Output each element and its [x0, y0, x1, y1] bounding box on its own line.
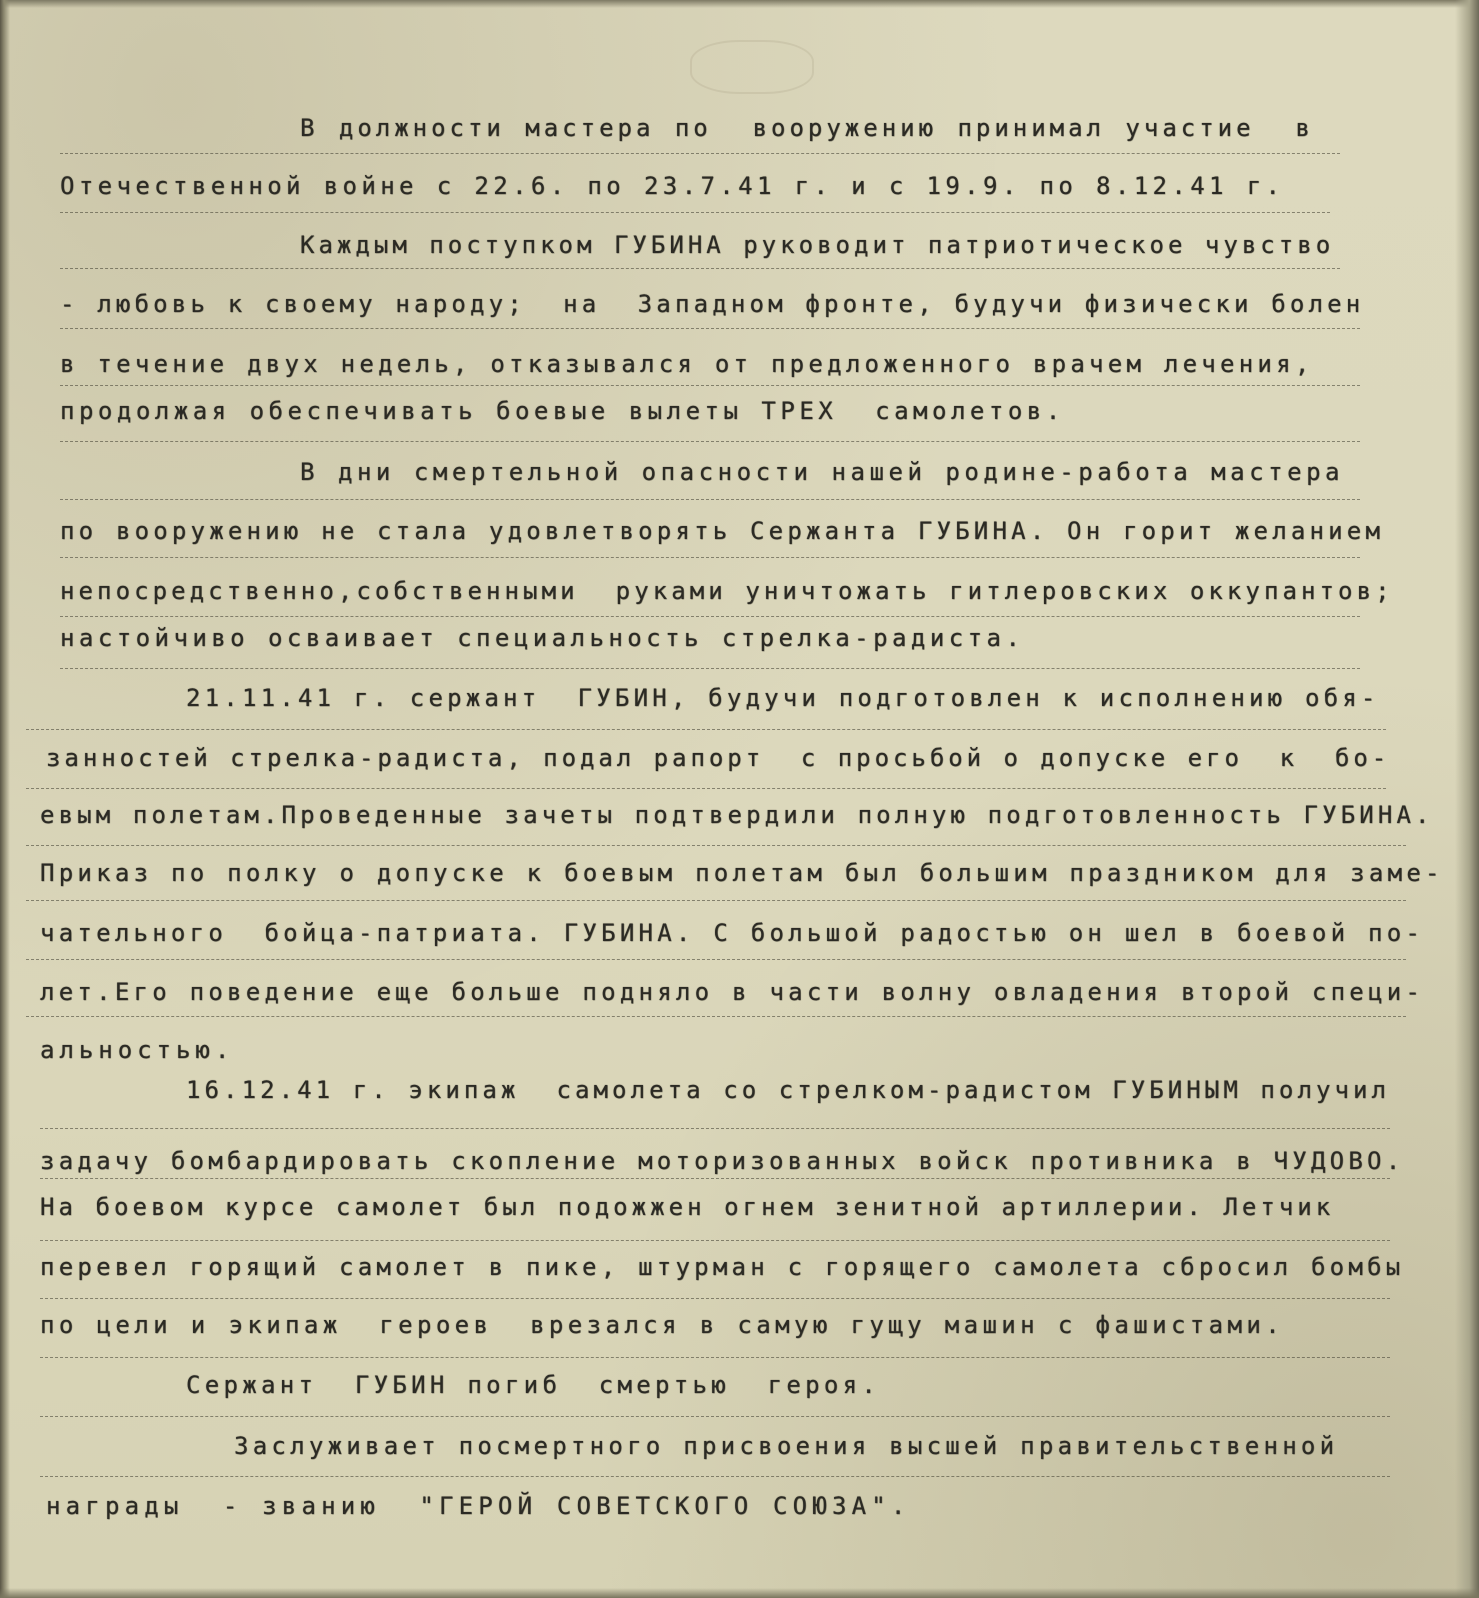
text-line-5: в течение двух недель, отказывался от предложенного врачем лечения, — [60, 350, 1314, 378]
typed-rule-2 — [60, 212, 1330, 213]
typed-rule-10 — [60, 668, 1360, 669]
text-line-23: Сержант ГУБИН погиб смертью героя. — [186, 1371, 881, 1399]
typed-rule-20 — [40, 1240, 1390, 1241]
typed-rule-19 — [40, 1178, 1390, 1179]
typed-rule-15 — [26, 959, 1406, 960]
text-line-22: по цели и экипаж героев врезался в самую гущу машин с фашистами. — [40, 1311, 1285, 1339]
text-line-8: по вооружению не стала удовлетворять Сержанта ГУБИНА. Он горит желанием — [60, 517, 1385, 545]
text-line-25: награды - званию "ГЕРОЙ СОВЕТСКОГО СОЮЗА". — [46, 1492, 911, 1520]
typed-rule-14 — [26, 900, 1406, 901]
typed-rule-6 — [60, 441, 1360, 442]
typed-rule-1 — [60, 153, 1340, 154]
text-line-10: настойчиво осваивает специальность стрелка-радиста. — [60, 624, 1025, 652]
typed-rule-22 — [40, 1357, 1390, 1358]
paper-left-edge — [0, 0, 10, 1598]
text-line-12: занностей стрелка-радиста, подал рапорт с просьбой о допуске его к бо- — [46, 744, 1391, 772]
text-line-7: В дни смертельной опасности нашей родине-работа мастера — [300, 458, 1345, 486]
text-line-24: Заслуживает посмертного присвоения высшей правительственной — [234, 1432, 1339, 1460]
text-line-3: Каждым поступком ГУБИНА руководит патриотическое чувство — [300, 231, 1335, 259]
typed-rule-13 — [26, 845, 1406, 846]
text-line-4: - любовь к своему народу; на Западном фронте, будучи физически болен — [60, 290, 1365, 318]
text-line-20: На боевом курсе самолет был подожжен огнем зенитной артиллерии. Летчик — [40, 1193, 1335, 1221]
text-line-21: перевел горящий самолет в пике, штурман с горящего самолета сбросил бомбы — [40, 1253, 1405, 1281]
text-line-9: непосредственно,собственными руками уничтожать гитлеровских оккупантов; — [60, 577, 1394, 605]
typed-rule-8 — [60, 557, 1360, 558]
faded-stamp-mark — [690, 40, 814, 94]
typed-rule-7 — [60, 499, 1360, 500]
typed-rule-16 — [26, 1016, 1406, 1017]
text-line-13: евым полетам.Проведенные зачеты подтвердили полную подготовленность ГУБИНА. — [40, 801, 1434, 829]
text-line-15: чательного бойца-патриата. ГУБИНА. С большой радостью он шел в боевой по- — [40, 919, 1425, 947]
typed-rule-21 — [40, 1298, 1390, 1299]
text-line-1: В должности мастера по вооружению принимал участие в — [300, 114, 1314, 142]
typed-rule-24 — [40, 1476, 1390, 1477]
typed-rule-11 — [26, 729, 1386, 730]
typed-rule-12 — [26, 788, 1386, 789]
paper-right-edge — [1455, 0, 1479, 1598]
typed-rule-9 — [60, 616, 1360, 617]
text-line-19: задачу бомбардировать скопление моторизованных войск противника в ЧУДОВО. — [40, 1147, 1405, 1175]
text-line-16: лет.Его поведение еще больше подняло в части волну овладения второй специ- — [40, 978, 1425, 1006]
typed-rule-5 — [60, 385, 1360, 386]
text-line-2: Отечественной войне с 22.6. по 23.7.41 г. и с 19.9. по 8.12.41 г. — [60, 172, 1285, 200]
paper-top-edge — [0, 0, 1479, 8]
text-line-11: 21.11.41 г. сержант ГУБИН, будучи подготовлен к исполнению обя- — [186, 684, 1380, 712]
typed-rule-18 — [40, 1128, 1390, 1129]
text-line-17: альностью. — [40, 1036, 235, 1064]
paper-bottom-edge — [0, 1588, 1479, 1598]
typed-rule-23 — [40, 1416, 1390, 1417]
text-line-6: продолжая обеспечивать боевые вылеты ТРЕХ самолетов. — [60, 397, 1065, 425]
typed-rule-4 — [60, 328, 1360, 329]
typed-rule-3 — [60, 268, 1340, 269]
text-line-14: Приказ по полку о допуске к боевым полетам был большим праздником для заме- — [40, 859, 1444, 887]
text-line-18: 16.12.41 г. экипаж самолета со стрелком-радистом ГУБИНЫМ получил — [186, 1076, 1391, 1104]
